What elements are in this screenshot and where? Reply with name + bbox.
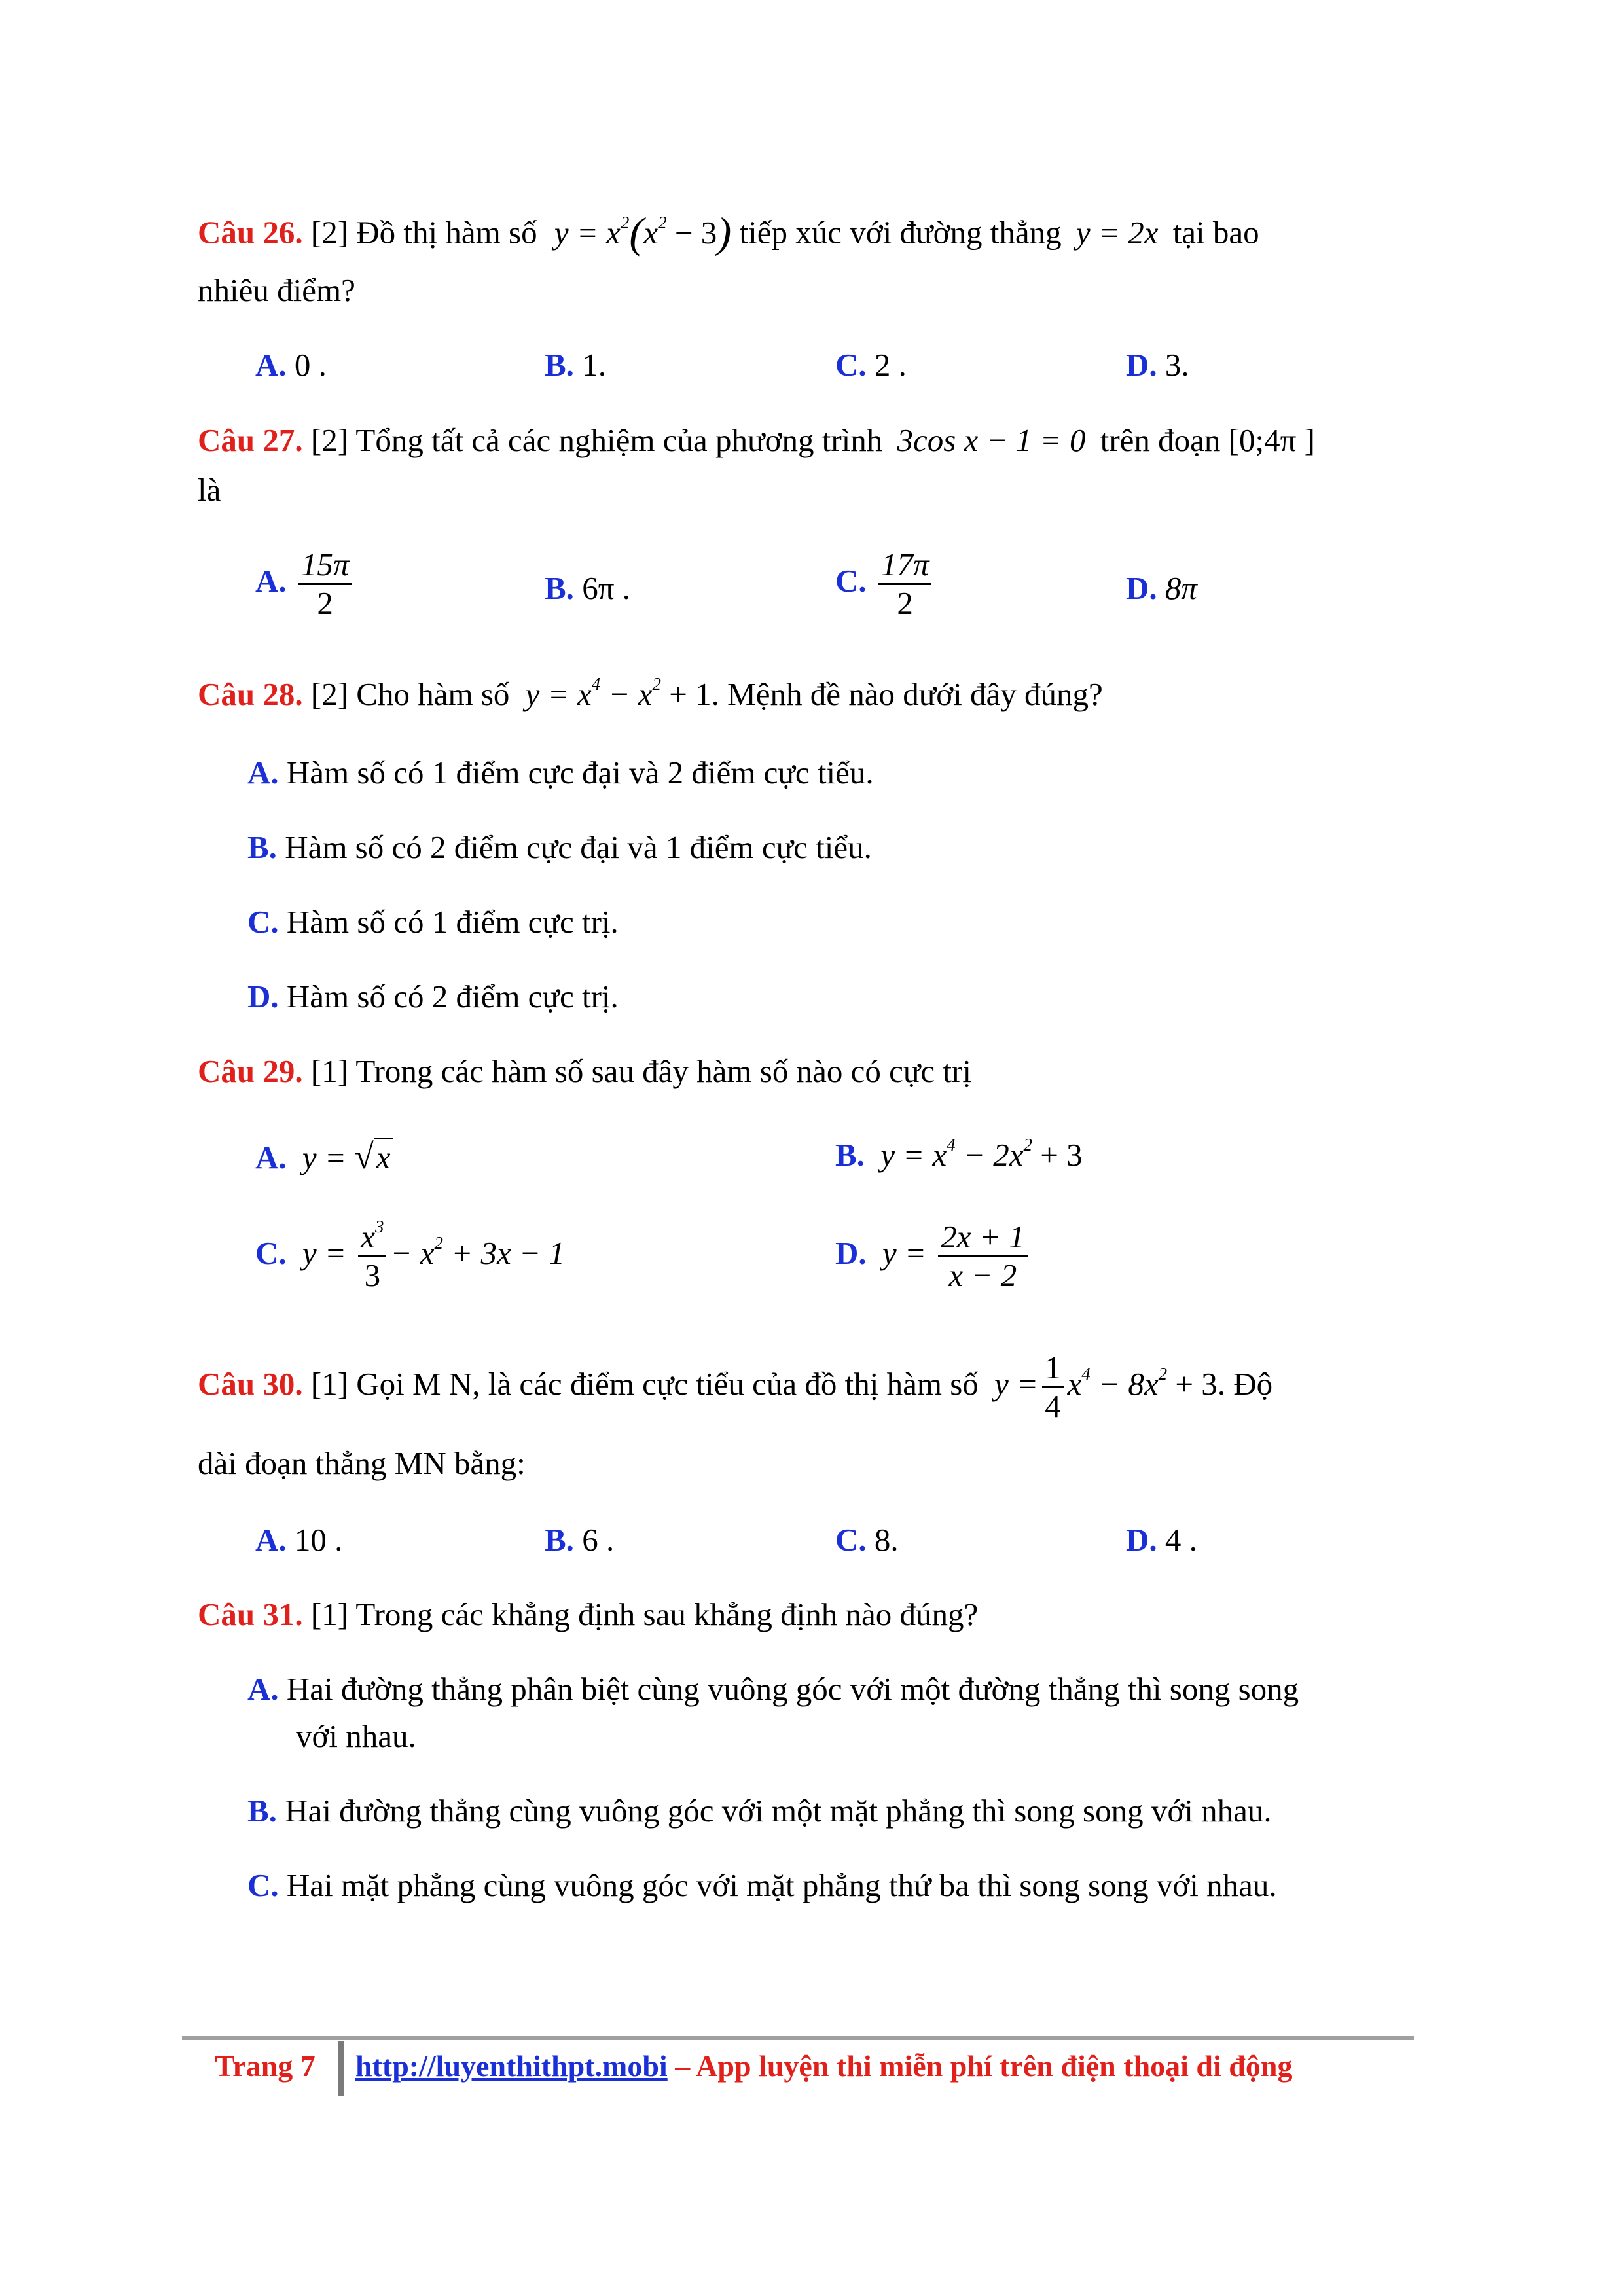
question-30-line-1 [198, 1350, 1272, 1426]
footer-tagline: – App luyện thi miễn phí trên điện thoại di động [667, 2049, 1293, 2083]
question-label: Câu 28. [198, 676, 303, 712]
option-a[interactable]: A. y = √x [255, 1135, 393, 1179]
question-level: [2] [310, 214, 349, 251]
function-formula: $y = x^2(x^2 - 3)$ [554, 209, 732, 257]
option-d[interactable]: D. 4 . [1126, 1522, 1197, 1558]
question-text: Tổng tất cả các nghiệm của phương trình [355, 422, 883, 458]
option-c[interactable]: C. Hai mặt phẳng cùng vuông góc với mặt phẳng thứ ba thì song song với nhau. [247, 1867, 1277, 1903]
option-a[interactable]: A. 0 . [255, 347, 327, 383]
option-b[interactable]: B. Hai đường thẳng cùng vuông góc với một mặt phẳng thì song song với nhau. [247, 1793, 1272, 1829]
page-number: Trang 7 [215, 2049, 316, 2083]
equation: 3cos x − 1 = 0 [897, 422, 1086, 458]
question-label: Câu 26. [198, 214, 303, 251]
question-level: [1] [310, 1366, 349, 1403]
question-text: . Độ [1217, 1366, 1273, 1403]
option-c[interactable]: C. y = $\frac{x^3}{3}$ − $x^2 + 3x - 1$ [255, 1217, 565, 1294]
option-d[interactable]: D. y = $\frac{2x + 1}{x - 2}$ [835, 1219, 1032, 1295]
option-b[interactable]: B. 1. [545, 347, 606, 383]
option-d[interactable]: D. 3. [1126, 347, 1189, 383]
option-a[interactable]: A. 10 . [255, 1522, 343, 1558]
question-label: Câu 31. [198, 1596, 303, 1632]
question-level: [2] [310, 676, 349, 712]
question-text: Trong các khẳng định sau khẳng định nào đúng? [355, 1596, 979, 1632]
question-text: trên đoạn [0;4π ] [1100, 422, 1315, 458]
question-text: . Mệnh đề nào dưới đây đúng? [711, 676, 1103, 712]
footer-divider [182, 2036, 1414, 2040]
question-27-line-2: là [198, 472, 221, 508]
option-d[interactable]: D. 8π [1126, 570, 1197, 606]
question-level: [1] [310, 1596, 349, 1632]
function-formula: $y = x^4 - x^2 + 1$ [525, 674, 712, 712]
question-label: Câu 30. [198, 1366, 303, 1403]
option-a[interactable]: A. Hàm số có 1 điểm cực đại và 2 điểm cực tiểu. [247, 755, 874, 791]
question-31-line-1 [198, 1594, 978, 1634]
option-c[interactable]: C. 8. [835, 1522, 899, 1558]
question-text: Đồ thị hàm số [356, 214, 537, 251]
question-level: [2] [310, 422, 349, 458]
question-text: nhiêu điểm? [198, 272, 355, 308]
option-b[interactable]: B. Hàm số có 2 điểm cực đại và 1 điểm cực tiểu. [247, 829, 872, 865]
question-text: tại bao [1172, 214, 1259, 251]
option-c[interactable]: C. $\frac{17\pi}{2}$ [835, 547, 935, 622]
question-26-line-1 [198, 206, 1259, 260]
question-label: Câu 27. [198, 422, 303, 458]
question-29-line-1 [198, 1051, 971, 1091]
option-a[interactable]: A. $\frac{15\pi}{2}$ [255, 547, 355, 622]
option-c[interactable]: C. 2 . [835, 347, 907, 383]
option-d[interactable]: D. Hàm số có 2 điểm cực trị. [247, 978, 619, 1014]
option-a[interactable]: A. Hai đường thẳng phân biệt cùng vuông góc với một đường thẳng thì song song [247, 1671, 1299, 1707]
footer-link[interactable]: http://luyenthithpt.mobi [355, 2049, 668, 2083]
question-level: [1] [310, 1053, 349, 1089]
footer-banner [355, 2047, 1292, 2085]
question-text: Trong các hàm số sau đây hàm số nào có cực trị [355, 1053, 971, 1089]
option-c[interactable]: C. Hàm số có 1 điểm cực trị. [247, 904, 619, 940]
function-formula: y = $\frac{1}{4}$ $x^4 - 8x^2 + 3$ [994, 1350, 1218, 1425]
footer-vertical-bar [338, 2041, 344, 2096]
question-text: Cho hàm số [356, 676, 510, 712]
question-30-line-2: dài đoạn thẳng MN bằng: [198, 1445, 526, 1481]
question-28-line-1 [198, 674, 1103, 714]
question-26-line-2 [198, 270, 355, 310]
option-b[interactable]: B. 6 . [545, 1522, 615, 1558]
question-text: tiếp xúc với đường thẳng [739, 214, 1062, 251]
option-a-continued: với nhau. [296, 1718, 416, 1754]
question-27-line-1 [198, 420, 1315, 460]
option-b[interactable]: B. $y = x^4 - 2x^2 + 3$ [835, 1135, 1083, 1173]
question-label: Câu 29. [198, 1053, 303, 1089]
question-text: Gọi M N, là các điểm cực tiểu của đồ thị hàm số [356, 1366, 979, 1403]
line-equation: y = 2x [1075, 214, 1159, 251]
option-b[interactable]: B. 6π . [545, 570, 630, 606]
